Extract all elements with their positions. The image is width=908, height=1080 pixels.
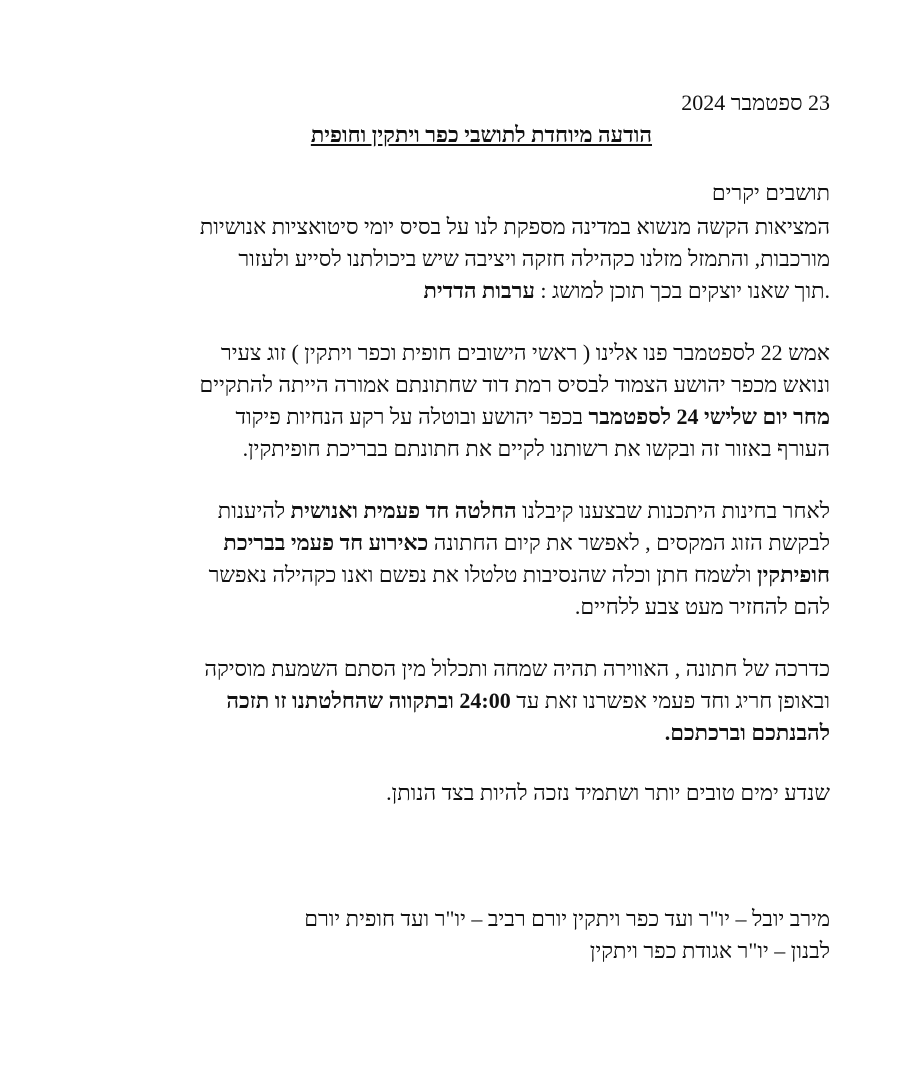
p2-line-4: העורף באזור זה ובקשו את רשותנו לקיים את חתונתם בבריכת חופיתקין. bbox=[242, 436, 830, 461]
p2-line-3-text: בכפר יהושע ובוטלה על רקע הנחיות פיקוד bbox=[235, 404, 589, 429]
p3-line-2-text: לבקשת הזוג המקסים , לאפשר את קיום החתונה bbox=[428, 530, 830, 555]
p2-line-2: ונואש מכפר יהושע הצמוד לבסיס רמת דוד שחתונתם אמורה הייתה להתקיים bbox=[199, 372, 830, 397]
p3-line-1-text-a: לאחר בחינות היתכנות שבצענו קיבלנו bbox=[516, 498, 830, 523]
closing-line: שנדע ימים טובים יותר ושתמיד נזכה להיות בצד הנותן. bbox=[386, 780, 830, 805]
p4-line-2-text: ובאופן חריג וחד פעמי אפשרנו זאת עד bbox=[510, 688, 830, 713]
p2-line-3-bold: מחר יום שלישי 24 לספטמבר bbox=[588, 404, 830, 429]
p4-line-3-bold: להבנתכם וברכתכם. bbox=[664, 720, 830, 745]
p1-line-3 bbox=[423, 276, 830, 306]
p2-line-1: אמש 22 לספטמבר פנו אלינו ( ראשי הישובים חופית וכפר ויתקין ) זוג צעיר bbox=[220, 340, 830, 365]
p3-line-2 bbox=[223, 528, 830, 558]
p3-line-3 bbox=[209, 560, 830, 590]
p4-line-3 bbox=[665, 718, 830, 748]
p2-line-3 bbox=[235, 402, 830, 432]
p3-line-3-bold: חופיתקין bbox=[757, 562, 830, 587]
p1-line-3-text: .תוך שאנו יוצקים בכך תוכן למושג : bbox=[534, 278, 830, 303]
p4-line-1: כדרכה של חתונה , האווירה תהיה שמחה ותכלול מין הסתם השמעת מוסיקה bbox=[204, 656, 830, 681]
p4-line-2 bbox=[226, 686, 830, 716]
p4-line-2-bold: 24:00 ובתקווה שהחלטתנו זו תזכה bbox=[226, 688, 511, 713]
p3-line-2-bold: כאירוע חד פעמי בבריכת bbox=[223, 530, 429, 555]
p3-line-1-text-c: להיענות bbox=[217, 498, 291, 523]
p1-line-2: מורכבות, והתמזל מזלנו כקהילה חזקה ויציבה שיש ביכולתנו לסייע ולעזור bbox=[238, 246, 830, 271]
p3-line-1-bold: החלטה חד פעמית ואנושית bbox=[290, 498, 517, 523]
p3-line-1 bbox=[218, 496, 830, 526]
signature-line-1: מירב יובל – יו"ר ועד כפר ויתקין יורם רביב – יו"ר ועד חופית יורם bbox=[304, 906, 830, 931]
p3-line-4: להם להחזיר מעט צבע ללחיים. bbox=[574, 594, 830, 619]
letter-date: 23 ספטמבר 2024 bbox=[681, 90, 830, 115]
signature-line-2: לבנון – יו"ר אגודת כפר ויתקין bbox=[589, 938, 830, 963]
greeting: תושבים יקרים bbox=[711, 180, 830, 205]
p1-line-1: המציאות הקשה מנשוא במדינה מספקת לנו על בסיס יומי סיטואציות אנושיות bbox=[199, 214, 830, 239]
letter-title: הודעה מיוחדת לתושבי כפר ויתקין וחופית bbox=[310, 122, 652, 147]
p3-line-3-text: ולשמח חתן וכלה שהנסיבות טלטלו את נפשם ואנו כקהילה נאפשר bbox=[208, 562, 758, 587]
p1-line-3-bold: ערבות הדדית bbox=[423, 278, 535, 303]
